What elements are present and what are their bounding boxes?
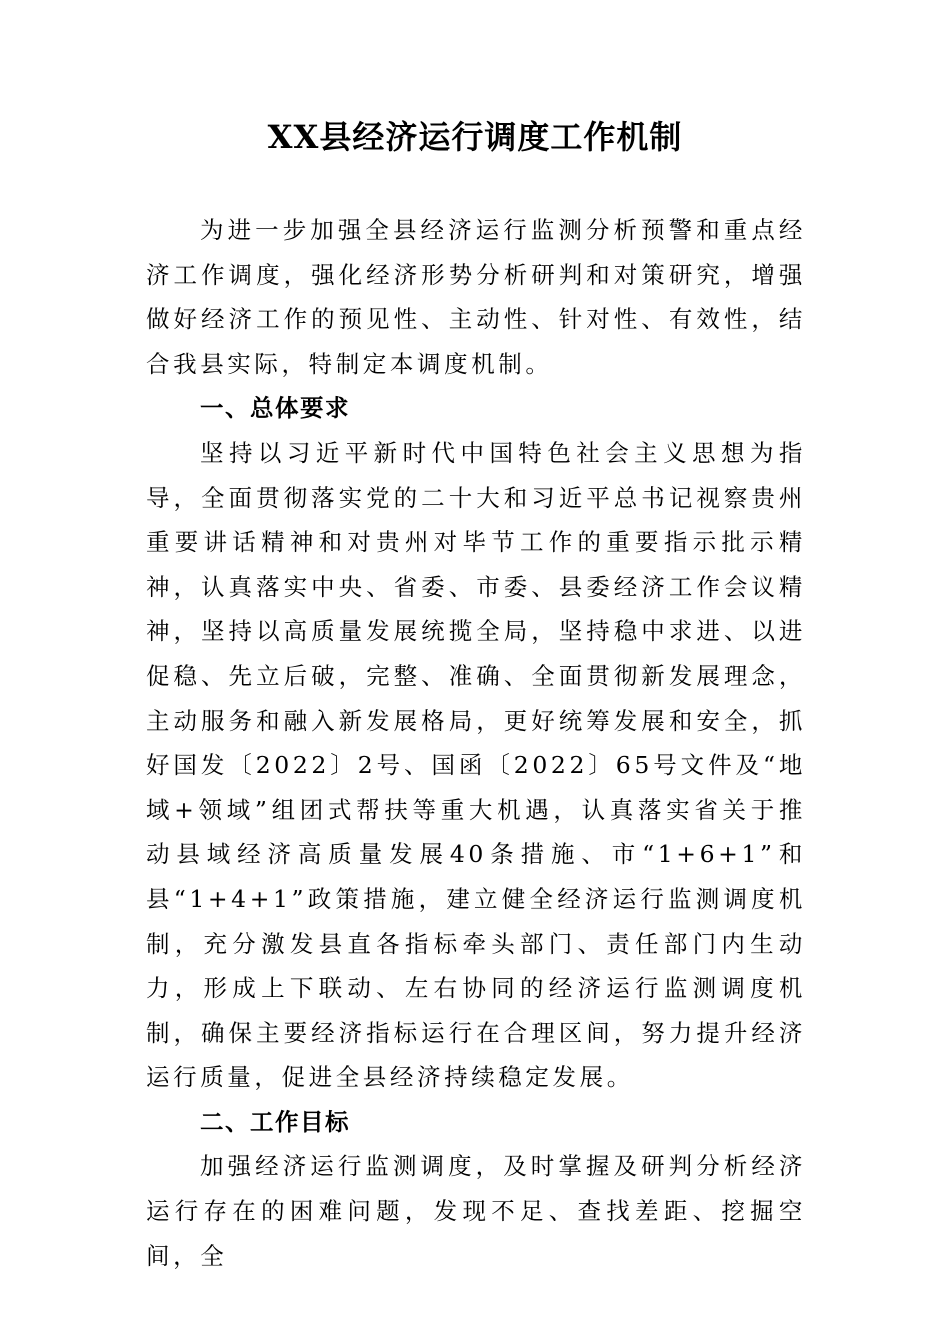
- section-paragraph-general-requirements: 坚持以习近平新时代中国特色社会主义思想为指导，全面贯彻落实党的二十大和习近平总书记视察贵州重要讲话精神和对贵州对毕节工作的重要指示批示精神，认真落实中央、省委、市委、县委经济工作会议精神，坚持以高质量发展统揽全局，坚持稳中求进、以进促稳、先立后破，完整、准确、全面贯彻新发展理念，主动服务和融入新发展格局，更好统筹发展和安全，抓好国发〔2022〕2号、国函〔2022〕65号文件及“地域+领域”组团式帮扶等重大机遇，认真落实省关于推动县域经济高质量发展40条措施、市“1+6+1”和县“1+4+1”政策措施，建立健全经济运行监测调度机制，充分激发县直各指标牵头部门、责任部门内生动力，形成上下联动、左右协同的经济运行监测调度机制，确保主要经济指标运行在合理区间，努力提升经济运行质量，促进全县经济持续稳定发展。: [146, 438, 806, 1092]
- section-heading-general-requirements: 一、总体要求: [200, 394, 350, 423]
- document-body: [146, 208, 806, 1278]
- document-title: XX县经济运行调度工作机制: [267, 118, 683, 156]
- section-paragraph-work-goals: 加强经济运行监测调度，及时掌握及研判分析经济运行存在的困难问题，发现不足、查找差距、挖掘空间，全: [146, 1152, 806, 1270]
- intro-paragraph: 为进一步加强全县经济运行监测分析预警和重点经济工作调度，强化经济形势分析研判和对策研究，增强做好经济工作的预见性、主动性、针对性、有效性，结合我县实际，特制定本调度机制。: [146, 216, 806, 378]
- section-heading-work-goals: 二、工作目标: [200, 1107, 350, 1136]
